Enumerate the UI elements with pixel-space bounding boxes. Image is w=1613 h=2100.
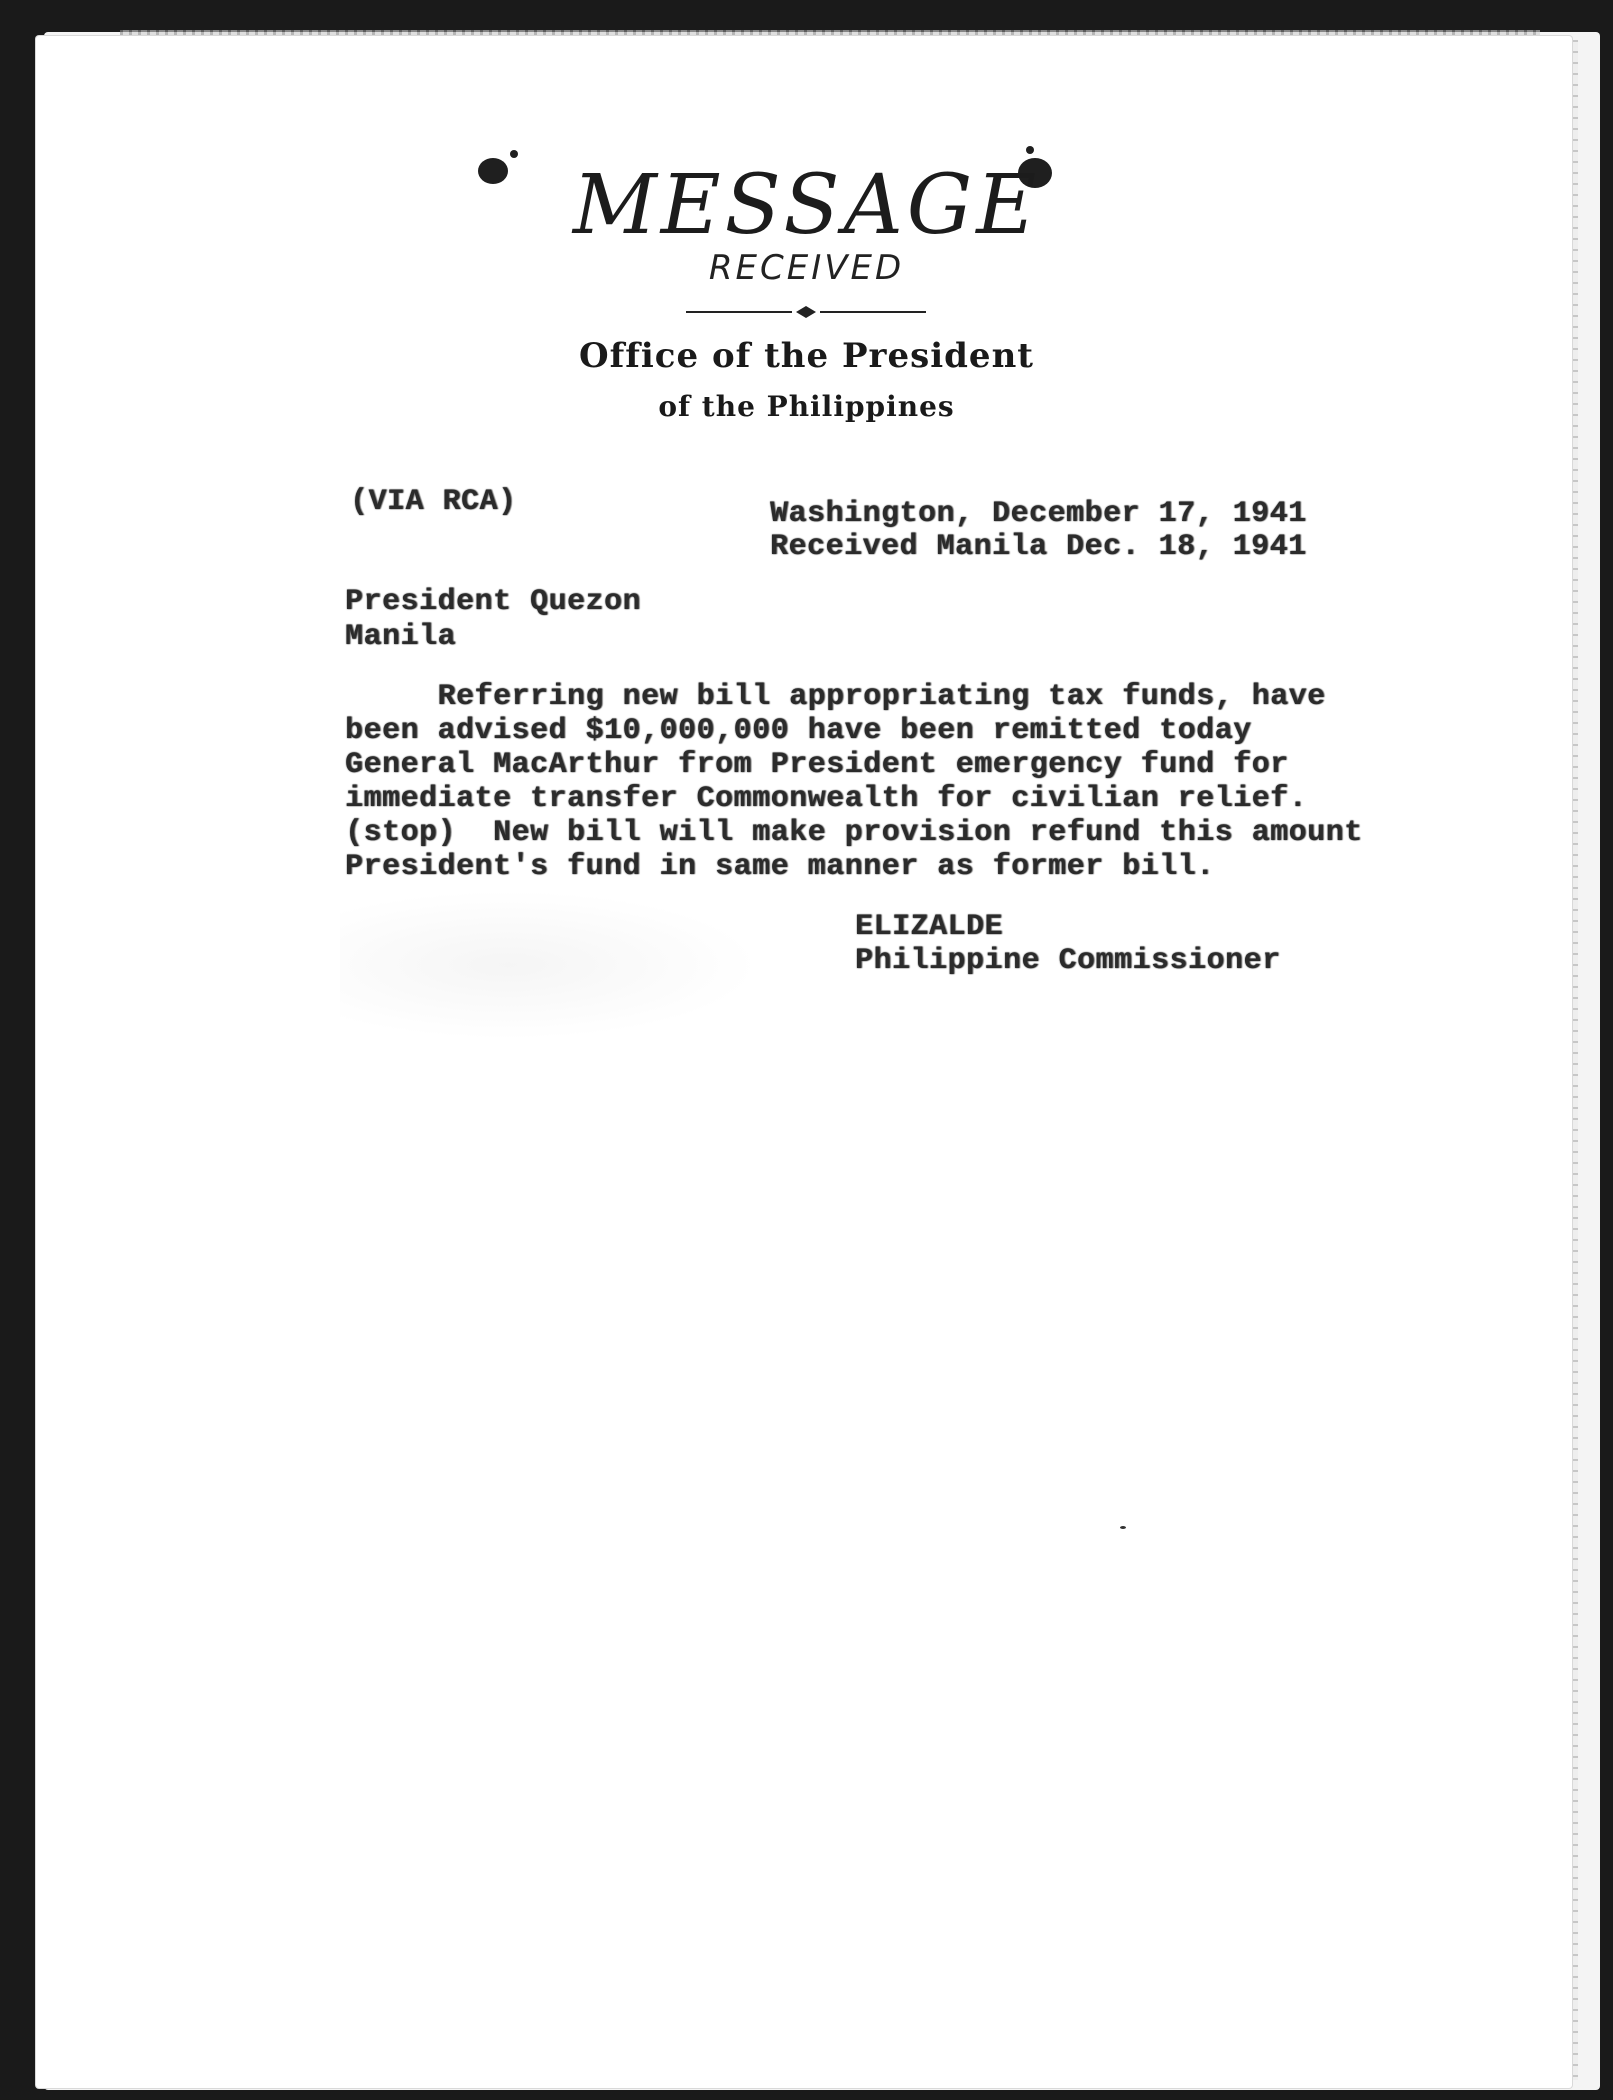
letterhead-subtitle: RECEIVED: [708, 248, 905, 288]
dateline-received: Received Manila Dec. 18, 1941: [770, 530, 1307, 564]
body-line: been advised $10,000,000 have been remitted today: [345, 714, 1252, 748]
paper-speck: [1120, 1526, 1126, 1529]
body-line: President's fund in same manner as former bill.: [345, 850, 1215, 884]
addressee-name: President Quezon: [345, 585, 642, 619]
office-name: Office of the President: [579, 336, 1034, 376]
ink-blot-left-small: [510, 150, 518, 158]
letterhead-ornament: [686, 305, 926, 319]
ink-blot-right-small: [1026, 146, 1034, 154]
signature-title: Philippine Commissioner: [855, 944, 1281, 978]
addressee-city: Manila: [345, 620, 457, 654]
via-label: (VIA RCA): [350, 485, 517, 519]
message-body: [345, 680, 1363, 884]
office-country: of the Philippines: [658, 390, 955, 423]
dateline-origin: Washington, December 17, 1941: [770, 497, 1307, 531]
body-line: General MacArthur from President emergency fund for: [345, 748, 1289, 782]
signature-name: ELIZALDE: [855, 910, 1004, 944]
body-line: immediate transfer Commonwealth for civilian relief.: [345, 782, 1308, 816]
letterhead-title: MESSAGE: [572, 158, 1041, 253]
body-line: Referring new bill appropriating tax funds, have: [345, 680, 1326, 714]
paper-smudge: [340, 890, 760, 1040]
body-line: (stop) New bill will make provision refund this amount: [345, 816, 1363, 850]
